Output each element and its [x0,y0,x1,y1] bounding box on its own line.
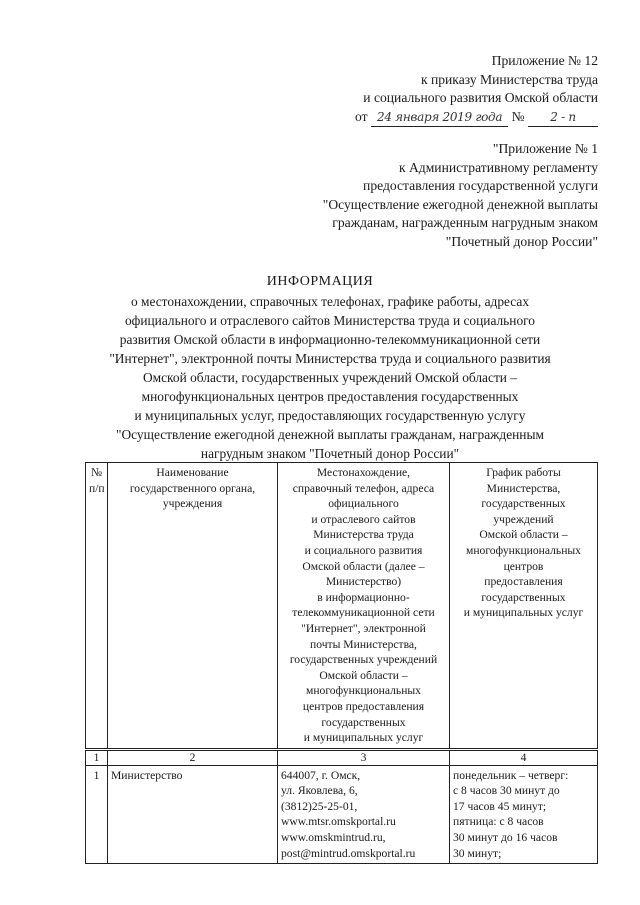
cell-line: post@mintrud.omskportal.ru [281,846,416,860]
cell-line: многофункциональных [466,543,581,557]
cell-line: в информационно- [317,590,410,604]
schedule-lines [453,768,594,862]
order-date-line [355,108,598,128]
subtitle-line: развития Омской области в информационно-телекоммуникационной сети [119,332,541,347]
row-contacts [278,765,450,864]
cell-line: Местонахождение, [316,466,411,479]
regulation-line-3: предоставления государственной услуги [363,178,598,194]
cell-line: Омской области – [319,668,408,682]
cell-line: (3812)25-25-01, [281,799,358,813]
cell-line: График работы [486,466,561,479]
cell-line: с 8 часов 30 минут до [453,784,560,798]
cell-line: справочный телефон, адреса [292,481,435,495]
appendix-line-1: Приложение № 12 [491,53,598,68]
cell-line: п/п [89,481,105,495]
cell-line: Наименование [156,466,229,479]
subtitle-line: нагрудным знаком "Почетный донор России" [200,446,460,461]
subtitle-line: многофункциональных центров предоставления государственных [141,389,519,404]
cell-line: государственных [481,590,566,604]
cell-line: центров предоставления [302,699,425,713]
cell-line: № [90,466,103,479]
header-lines [453,465,594,621]
column-number-row [86,749,598,765]
appendix-line-3: и социального развития Омской области [363,90,598,106]
cell-line: понедельник – четверг: [453,768,569,782]
cell-line: Министерство) [325,575,402,589]
regulation-header [323,140,598,252]
cell-line: государственных [321,715,406,729]
regulation-line-5: гражданам, награжденным нагрудным знаком [332,215,598,231]
cell-line: Омской области – [479,528,568,542]
cell-line: Омской области (далее – [302,559,425,573]
order-number-sign: № [511,108,525,124]
cell-line: 17 часов 45 минут; [453,799,547,813]
table-header-row [86,463,598,750]
row-schedule [450,765,598,864]
cell-line: Министерства, [486,481,561,495]
regulation-line-1: "Приложение № 1 [492,141,598,156]
column-number: 3 [278,749,450,765]
cell-line: 30 минут; [453,846,502,860]
row-number: 1 [86,765,108,864]
table-row [86,765,598,864]
cell-line: государственных [481,497,566,511]
cell-line: www.mtsr.omskportal.ru [281,815,396,829]
cell-line: 644007, г. Омск, [281,768,361,782]
cell-line: www.omskmintrud.ru, [281,831,386,845]
document-title: ИНФОРМАЦИЯ [266,274,374,289]
handwritten-order-number: 2 - п [528,108,598,128]
cell-line: предоставления [484,575,563,589]
subtitle-line: "Осуществление ежегодной денежной выплаты гражданам, награжденным [116,427,544,442]
cell-line: многофункциональных [306,684,421,698]
regulation-line-4: "Осуществление ежегодной денежной выплаты [322,196,598,212]
column-number: 2 [108,749,278,765]
subtitle-line: Омской области, государственных учреждений Омской области – [142,370,518,385]
subtitle-line: и муниципальных услуг, предоставляющих государственную услугу [134,408,526,423]
cell-line: и отраслевого сайтов [311,512,416,526]
appendix-header [355,52,598,127]
subtitle-line: о местонахождении, справочных телефонах, графике работы, адресах [130,294,530,309]
subtitle-line: официального и отраслевого сайтов Министерства труда и социального [124,313,536,328]
cell-line: и социального развития [304,543,423,557]
cell-line: государственного органа, [129,481,256,495]
cell-line: 30 минут до 16 часов [453,831,558,845]
header-lines [89,465,104,496]
cell-line: телекоммуникационной сети [292,606,435,620]
cell-line: учреждений [493,512,554,526]
cell-line: официального [328,497,399,511]
header-cell-name [108,463,278,750]
cell-line: учреждения [162,497,223,511]
header-cell-schedule [450,463,598,750]
cell-line: государственных учреждений [289,653,438,667]
header-cell-location [278,463,450,750]
row-organization-name: Министерство [108,765,278,864]
cell-line: Министерства труда [313,528,414,542]
cell-line: центров [503,559,544,573]
subtitle-line: "Интернет", электронной почты Министерства труда и социального развития [109,351,551,366]
handwritten-order-date: 24 января 2019 года [371,108,508,128]
cell-line: "Интернет", электронной [301,621,426,635]
regulation-line-6: "Почетный донор России" [445,233,598,249]
contact-lines [281,768,446,862]
cell-line: ул. Яковлева, 6, [281,784,358,798]
cell-line: пятница: с 8 часов [453,815,544,829]
regulation-line-2: к Административному регламенту [398,159,598,175]
header-lines [111,465,274,512]
header-cell-number [86,463,108,750]
order-prefix: от [355,108,368,124]
column-number: 1 [86,749,108,765]
cell-line: почты Министерства, [310,637,417,651]
info-table [85,462,598,864]
cell-line: и муниципальных услуг [463,606,584,620]
cell-line: и муниципальных услуг [303,731,424,745]
document-subtitle [60,292,600,463]
appendix-line-2: к приказу Министерства труда [420,71,598,87]
column-number: 4 [450,749,598,765]
header-lines [281,465,446,746]
